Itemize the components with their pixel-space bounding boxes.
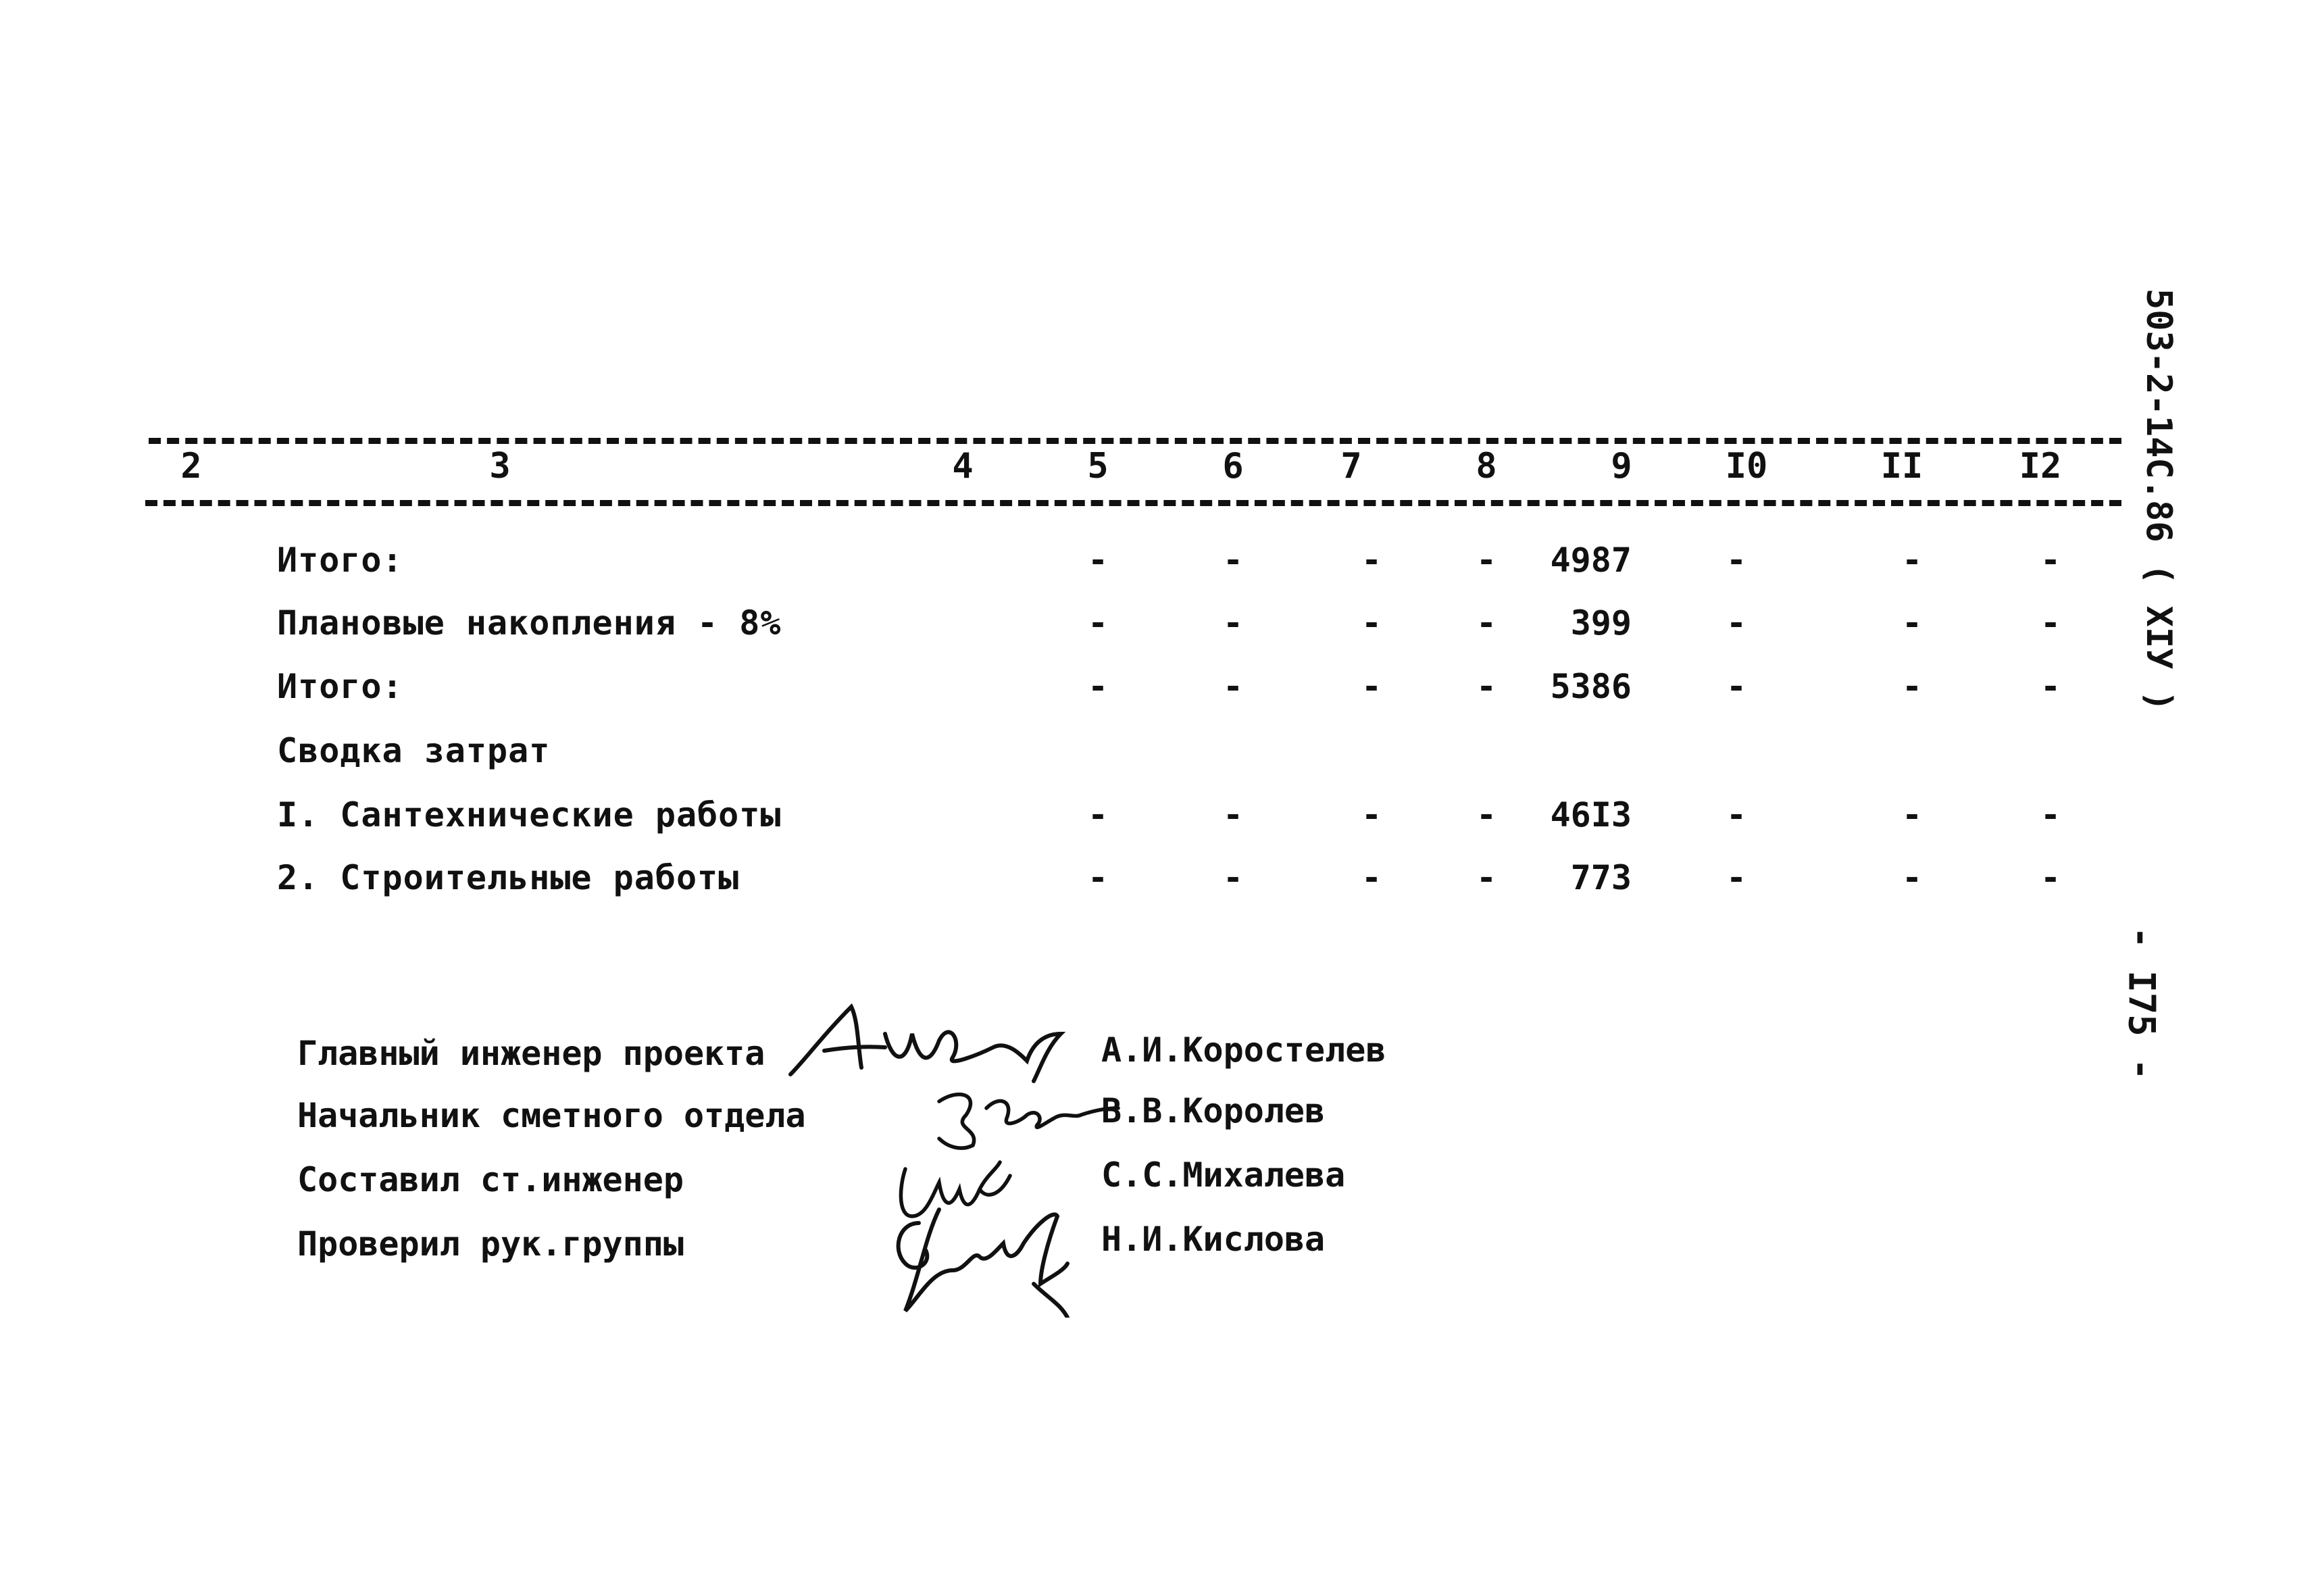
handwritten-signature bbox=[919, 1081, 1122, 1155]
cell-col12: - bbox=[2040, 858, 2061, 897]
cell-col5: - bbox=[1087, 795, 1109, 834]
cell-col9: 4987 bbox=[1550, 541, 1632, 580]
page-number bbox=[2115, 919, 2169, 1088]
signature-role: Проверил рук.группы bbox=[297, 1224, 684, 1264]
column-header: 6 bbox=[1222, 446, 1244, 487]
cell-col8: - bbox=[1476, 795, 1497, 834]
table-row bbox=[0, 541, 2314, 595]
handwritten-signature bbox=[777, 993, 1081, 1095]
cell-col8: - bbox=[1476, 667, 1497, 706]
cell-col8: - bbox=[1476, 858, 1497, 897]
column-header: 3 bbox=[489, 446, 511, 487]
cell-col10: - bbox=[1726, 667, 1747, 706]
handwritten-signature bbox=[878, 1196, 1074, 1318]
cell-col5: - bbox=[1087, 541, 1109, 580]
column-header: 4 bbox=[952, 446, 974, 487]
cell-col6: - bbox=[1222, 603, 1244, 643]
cell-col11: - bbox=[1901, 667, 1923, 706]
column-header: 2 bbox=[180, 446, 202, 487]
column-header: I2 bbox=[2019, 446, 2062, 487]
column-header: 8 bbox=[1476, 446, 1497, 487]
cell-col9: 46I3 bbox=[1550, 795, 1632, 834]
cell-col8: - bbox=[1476, 541, 1497, 580]
signature-name: Н.И.Кислова bbox=[1101, 1220, 1326, 1259]
table-row bbox=[0, 795, 2314, 849]
cell-col10: - bbox=[1726, 858, 1747, 897]
cell-col6: - bbox=[1222, 858, 1244, 897]
cell-col9: 773 bbox=[1570, 858, 1632, 897]
cell-col12: - bbox=[2040, 541, 2061, 580]
column-header: 5 bbox=[1087, 446, 1109, 487]
cell-col6: - bbox=[1222, 795, 1244, 834]
cell-col12: - bbox=[2040, 795, 2061, 834]
row-label: Плановые накопления - 8% bbox=[277, 603, 782, 643]
cell-col7: - bbox=[1361, 667, 1382, 706]
row-label: Итого: bbox=[277, 667, 403, 706]
row-label: I. Сантехнические работы bbox=[277, 795, 782, 834]
cell-col10: - bbox=[1726, 795, 1747, 834]
signature-role: Составил ст.инженер bbox=[297, 1160, 684, 1199]
cell-col11: - bbox=[1901, 795, 1923, 834]
column-header: 7 bbox=[1340, 446, 1362, 487]
cell-col7: - bbox=[1361, 541, 1382, 580]
signature-name: А.И.Коростелев bbox=[1101, 1030, 1386, 1070]
cell-col10: - bbox=[1726, 541, 1747, 580]
cell-col5: - bbox=[1087, 603, 1109, 643]
cell-col6: - bbox=[1222, 667, 1244, 706]
cell-col9: 5386 bbox=[1550, 667, 1632, 706]
signature-name: В.В.Королев bbox=[1101, 1091, 1326, 1130]
page-number-text: - I75 - bbox=[2120, 926, 2163, 1080]
cell-col10: - bbox=[1726, 603, 1747, 643]
column-header: II bbox=[1880, 446, 1923, 487]
header-top-rule bbox=[149, 438, 2121, 444]
document-code-text: 503-2-14С.86 ( XIУ ) bbox=[2138, 288, 2179, 712]
table-row bbox=[0, 603, 2314, 657]
cell-col7: - bbox=[1361, 858, 1382, 897]
cell-col5: - bbox=[1087, 858, 1109, 897]
document-code bbox=[2132, 288, 2186, 712]
signature-name: С.С.Михалева bbox=[1101, 1155, 1346, 1195]
row-label: Сводка затрат bbox=[277, 731, 551, 770]
signature-role: Главный инженер проекта bbox=[297, 1034, 765, 1073]
table-row bbox=[0, 667, 2314, 721]
cell-col12: - bbox=[2040, 603, 2061, 643]
cell-col6: - bbox=[1222, 541, 1244, 580]
row-label: Итого: bbox=[277, 541, 403, 580]
cell-col11: - bbox=[1901, 541, 1923, 580]
signature-role: Начальник сметного отдела bbox=[297, 1096, 806, 1135]
cell-col12: - bbox=[2040, 667, 2061, 706]
header-bottom-rule bbox=[145, 500, 2121, 506]
cell-col9: 399 bbox=[1570, 603, 1632, 643]
row-label: 2. Строительные работы bbox=[277, 858, 740, 897]
cell-col8: - bbox=[1476, 603, 1497, 643]
cell-col11: - bbox=[1901, 858, 1923, 897]
table-row bbox=[0, 731, 2314, 785]
cell-col5: - bbox=[1087, 667, 1109, 706]
cell-col7: - bbox=[1361, 603, 1382, 643]
cell-col11: - bbox=[1901, 603, 1923, 643]
column-header: 9 bbox=[1611, 446, 1632, 487]
cell-col7: - bbox=[1361, 795, 1382, 834]
table-row bbox=[0, 858, 2314, 912]
column-header: I0 bbox=[1725, 446, 1768, 487]
